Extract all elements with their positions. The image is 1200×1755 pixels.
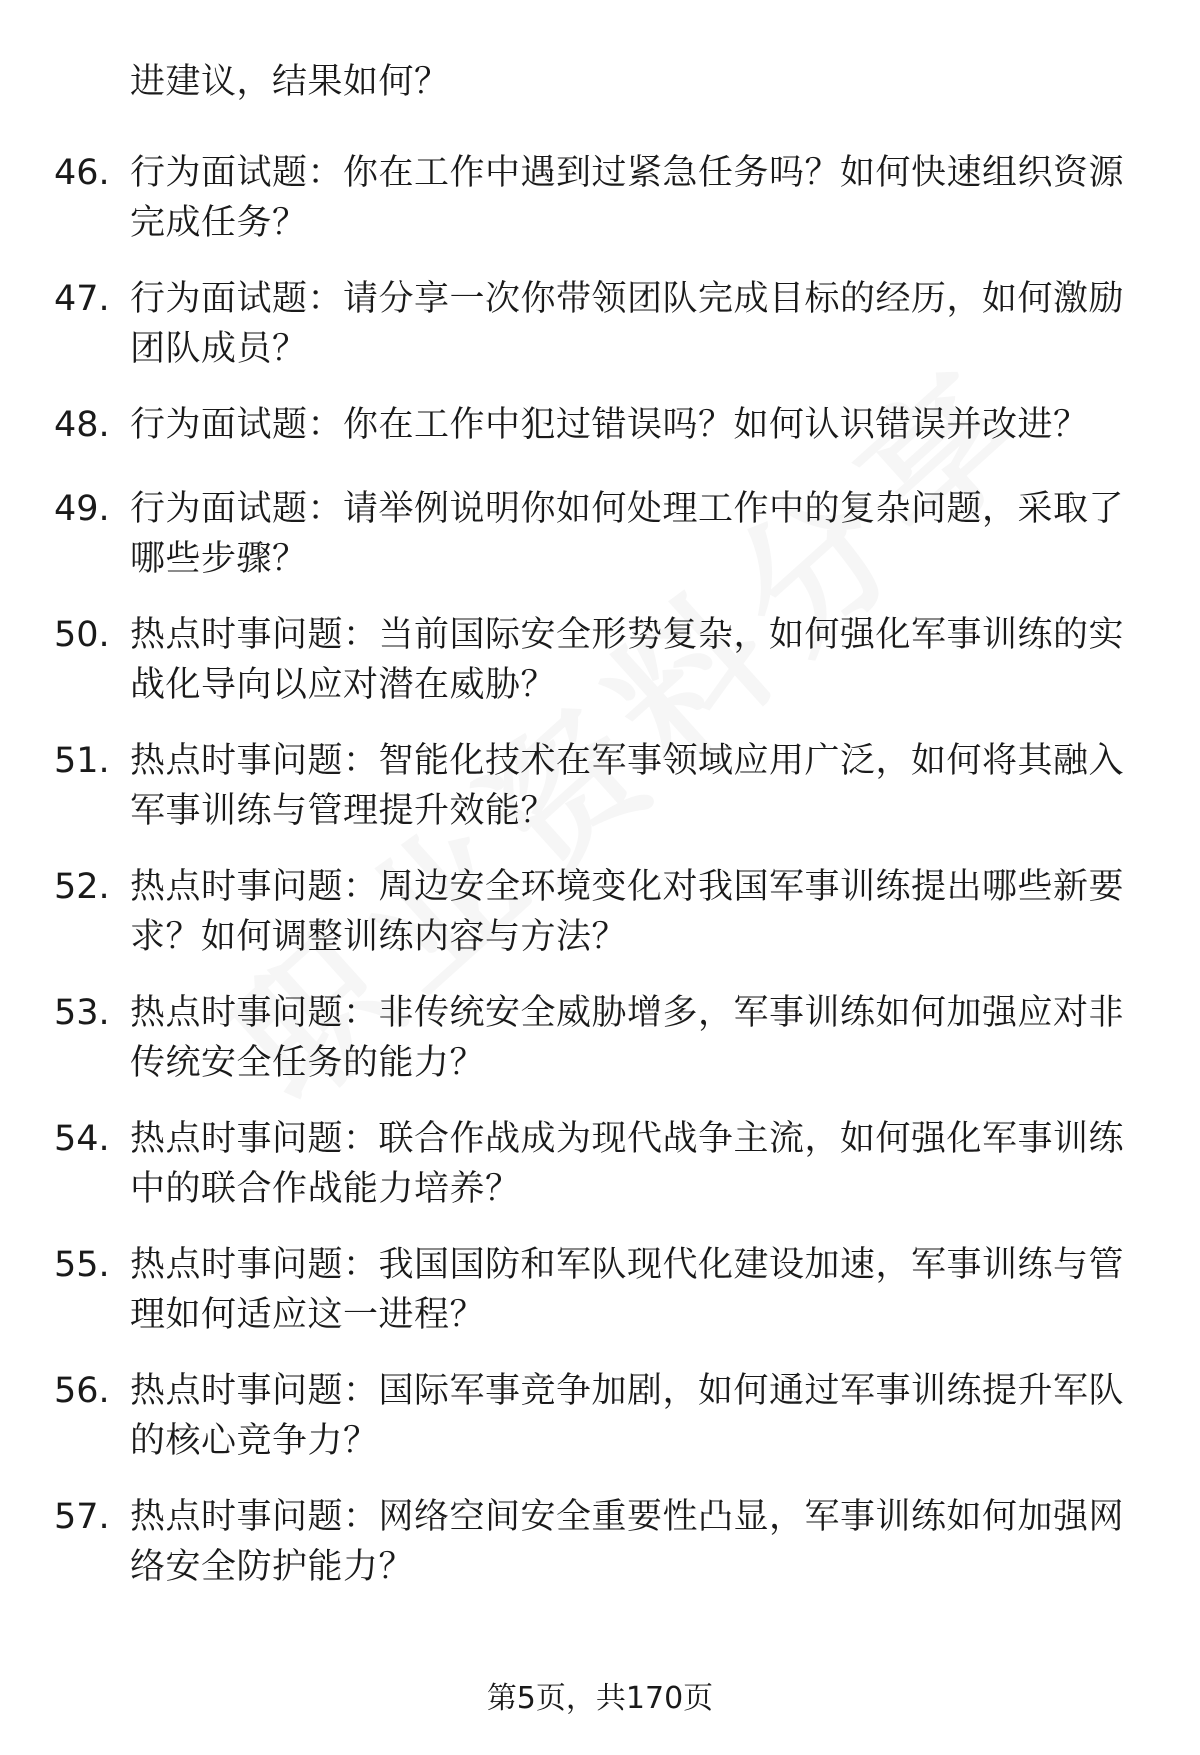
question-number: 51. xyxy=(54,741,110,781)
question-text: 热点时事问题：联合作战成为现代战争主流，如何强化军事训练中的联合作战能力培养？ xyxy=(130,1119,1125,1209)
question-number: 47. xyxy=(54,279,110,319)
list-item xyxy=(0,736,1200,830)
question-number: 48. xyxy=(54,405,110,445)
question-text: 热点时事问题：非传统安全威胁增多，军事训练如何加强应对非传统安全任务的能力？ xyxy=(130,993,1125,1083)
list-item xyxy=(0,988,1200,1082)
list-item xyxy=(0,274,1200,368)
question-text: 行为面试题：你在工作中遇到过紧急任务吗？如何快速组织资源完成任务？ xyxy=(130,153,1125,243)
list-item xyxy=(0,1366,1200,1460)
list-item xyxy=(0,484,1200,578)
question-number: 57. xyxy=(54,1497,110,1537)
list-item xyxy=(0,400,1200,450)
question-number: 56. xyxy=(54,1371,110,1411)
question-text: 热点时事问题：周边安全环境变化对我国军事训练提出哪些新要求？如何调整训练内容与方法？ xyxy=(130,867,1125,957)
question-text: 行为面试题：你在工作中犯过错误吗？如何认识错误并改进？ xyxy=(130,405,1089,445)
list-item xyxy=(0,1240,1200,1334)
question-text: 行为面试题：请分享一次你带领团队完成目标的经历，如何激励团队成员？ xyxy=(130,279,1125,369)
question-number: 54. xyxy=(54,1119,110,1159)
question-text: 热点时事问题：网络空间安全重要性凸显，军事训练如何加强网络安全防护能力？ xyxy=(130,1497,1125,1587)
question-text: 行为面试题：请举例说明你如何处理工作中的复杂问题，采取了哪些步骤？ xyxy=(130,489,1125,579)
list-item xyxy=(0,148,1200,242)
question-number: 52. xyxy=(54,867,110,907)
question-number: 46. xyxy=(54,153,110,193)
list-item xyxy=(0,610,1200,704)
list-item xyxy=(0,1114,1200,1208)
question-text: 热点时事问题：智能化技术在军事领域应用广泛，如何将其融入军事训练与管理提升效能？ xyxy=(130,741,1125,831)
question-number: 55. xyxy=(54,1245,110,1285)
page-footer: 第5页，共170页 xyxy=(486,1681,714,1716)
question-text: 热点时事问题：当前国际安全形势复杂，如何强化军事训练的实战化导向以应对潜在威胁？ xyxy=(130,615,1125,705)
question-list xyxy=(0,148,1200,1618)
continuation-text: 进建议，结果如何？ xyxy=(130,62,450,102)
question-number: 49. xyxy=(54,489,110,529)
list-item xyxy=(0,862,1200,956)
list-item xyxy=(0,1492,1200,1586)
question-number: 50. xyxy=(54,615,110,655)
question-text: 热点时事问题：国际军事竞争加剧，如何通过军事训练提升军队的核心竞争力？ xyxy=(130,1371,1125,1461)
question-text: 热点时事问题：我国国防和军队现代化建设加速，军事训练与管理如何适应这一进程？ xyxy=(130,1245,1125,1335)
question-number: 53. xyxy=(54,993,110,1033)
